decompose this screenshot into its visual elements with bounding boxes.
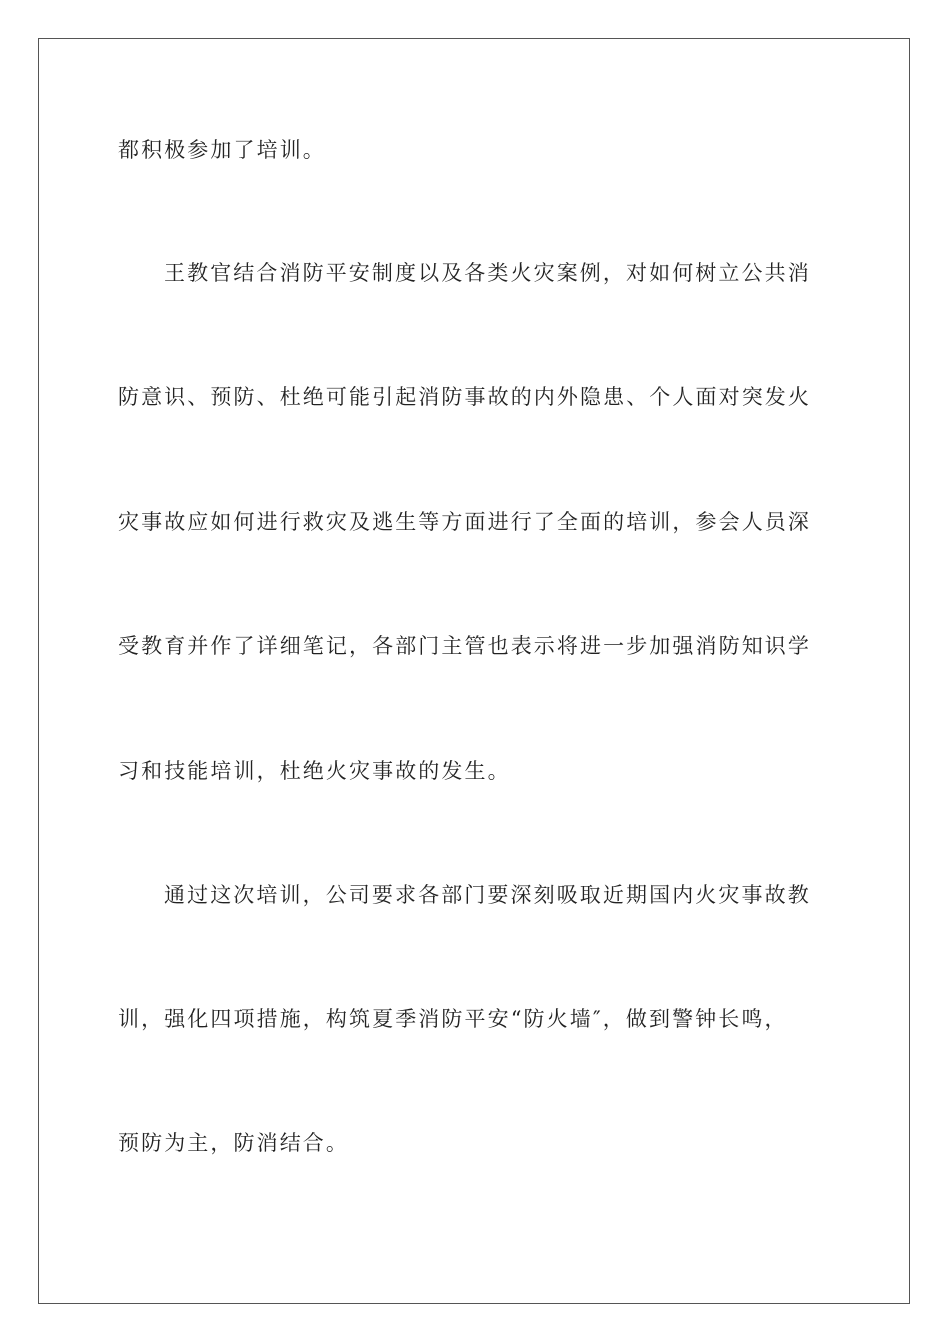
page-border	[38, 38, 910, 1304]
paragraph-line: 通过这次培训，公司要求各部门要深刻吸取近期国内火灾事故教	[164, 883, 811, 907]
paragraph-line: 都积极参加了培训。	[118, 138, 326, 162]
paragraph-line: 王教官结合消防平安制度以及各类火灾案例，对如何树立公共消	[164, 261, 811, 285]
paragraph-line: 防意识、预防、杜绝可能引起消防事故的内外隐患、个人面对突发火	[118, 385, 811, 409]
paragraph-line: 训，强化四项措施，构筑夏季消防平安“防火墙″，做到警钟长鸣，	[118, 1007, 788, 1031]
paragraph-line: 预防为主，防消结合。	[118, 1131, 349, 1155]
paragraph-line: 灾事故应如何进行救灾及逃生等方面进行了全面的培训，参会人员深	[118, 510, 811, 534]
paragraph-line: 受教育并作了详细笔记，各部门主管也表示将进一步加强消防知识学	[118, 634, 811, 658]
paragraph-line: 习和技能培训，杜绝火灾事故的发生。	[118, 759, 511, 783]
